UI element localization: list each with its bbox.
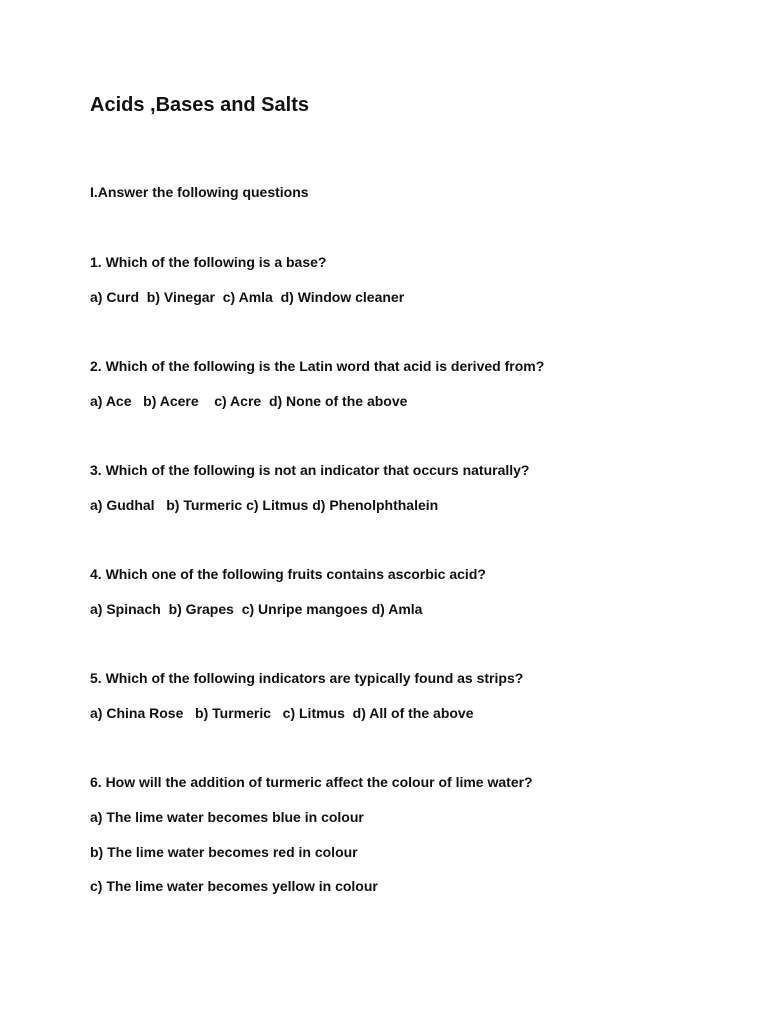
question-3-options: a) Gudhal b) Turmeric c) Litmus d) Phenolphthalein <box>90 497 439 513</box>
question-2-options: a) Ace b) Acere c) Acre d) None of the above <box>90 393 408 409</box>
question-6-option-a: a) The lime water becomes blue in colour <box>90 809 364 825</box>
document-title: Acids ,Bases and Salts <box>90 94 309 116</box>
question-5: 5. Which of the following indicators are typically found as strips? <box>90 670 524 686</box>
question-6: 6. How will the addition of turmeric affect the colour of lime water? <box>90 774 533 790</box>
question-4-options: a) Spinach b) Grapes c) Unripe mangoes d) Amla <box>90 601 423 617</box>
question-6-option-b: b) The lime water becomes red in colour <box>90 844 358 860</box>
question-4: 4. Which one of the following fruits contains ascorbic acid? <box>90 566 486 582</box>
question-3: 3. Which of the following is not an indicator that occurs naturally? <box>90 462 530 478</box>
question-1: 1. Which of the following is a base? <box>90 254 327 270</box>
question-2: 2. Which of the following is the Latin word that acid is derived from? <box>90 358 545 374</box>
question-1-options: a) Curd b) Vinegar c) Amla d) Window cleaner <box>90 289 405 305</box>
section-heading: I.Answer the following questions <box>90 184 309 200</box>
question-6-option-c: c) The lime water becomes yellow in colour <box>90 878 378 894</box>
question-5-options: a) China Rose b) Turmeric c) Litmus d) All of the above <box>90 705 474 721</box>
